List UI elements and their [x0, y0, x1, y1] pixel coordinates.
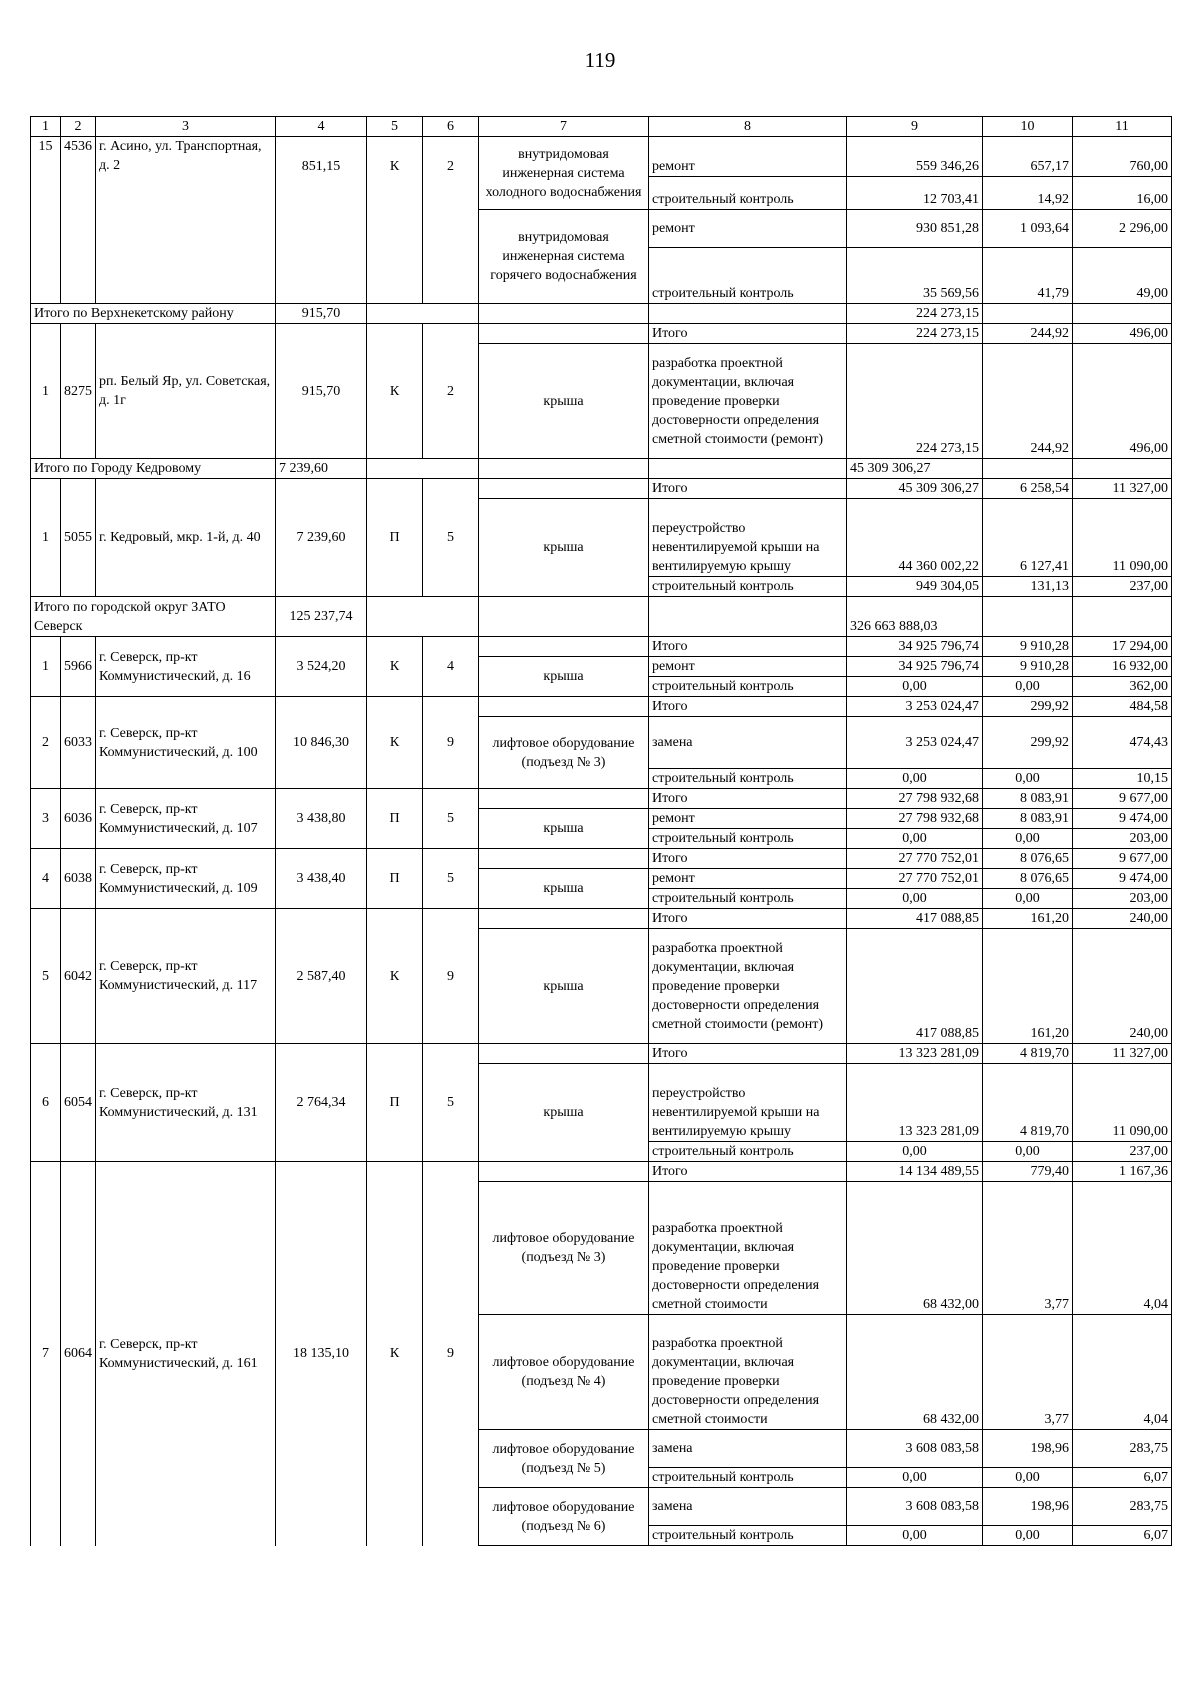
work-type: ремонт [649, 137, 847, 177]
district-total-area: 125 237,74 [276, 597, 367, 637]
district-total-label: Итого по Городу Кедровому [31, 459, 276, 479]
total-area: 915,70 [276, 324, 367, 459]
system-name: лифтовое оборудование (подъезд № 6) [479, 1488, 649, 1546]
cost-limit: 283,75 [1073, 1430, 1172, 1468]
specific-cost: 3,77 [983, 1182, 1073, 1315]
cost-value: 224 273,15 [847, 344, 983, 459]
itogo-cost-limit: 9 677,00 [1073, 849, 1172, 869]
work-type: ремонт [649, 210, 847, 248]
column-header: 1 [31, 117, 61, 137]
total-area: 3 524,20 [276, 637, 367, 697]
cost-limit: 203,00 [1073, 889, 1172, 909]
system-name: лифтовое оборудование (подъезд № 3) [479, 1182, 649, 1315]
specific-cost: 3,77 [983, 1315, 1073, 1430]
district-total-area: 915,70 [276, 304, 367, 324]
work-type: строительный контроль [649, 1142, 847, 1162]
empty-cell [1073, 304, 1172, 324]
cost-limit: 240,00 [1073, 929, 1172, 1044]
cost-value: 0,00 [847, 1142, 983, 1162]
cost-value: 417 088,85 [847, 929, 983, 1044]
house-code: 6038 [61, 849, 96, 909]
work-type: ремонт [649, 809, 847, 829]
total-area: 7 239,60 [276, 479, 367, 597]
itogo-cost-limit: 1 167,36 [1073, 1162, 1172, 1182]
itogo-specific-cost: 8 076,65 [983, 849, 1073, 869]
specific-cost: 0,00 [983, 829, 1073, 849]
work-type: разработка проектной документации, включая проведение проверки достоверности определения сметной стоимости (ремонт) [649, 344, 847, 459]
cost-value: 0,00 [847, 1468, 983, 1488]
itogo-specific-cost: 161,20 [983, 909, 1073, 929]
specific-cost: 657,17 [983, 137, 1073, 177]
wall-type: П [367, 849, 423, 909]
system-name: крыша [479, 869, 649, 909]
district-total-row [31, 597, 1172, 637]
floors: 2 [423, 137, 479, 304]
work-type: переустройство невентилируемой крыши на вентилируемую крышу [649, 499, 847, 577]
column-header: 9 [847, 117, 983, 137]
cost-limit: 2 296,00 [1073, 210, 1172, 248]
column-header: 7 [479, 117, 649, 137]
cost-limit: 4,04 [1073, 1182, 1172, 1315]
wall-type: К [367, 637, 423, 697]
itogo-cost-limit: 11 327,00 [1073, 1044, 1172, 1064]
row-number: 15 [31, 137, 61, 304]
row-number: 1 [31, 637, 61, 697]
cost-value: 0,00 [847, 1526, 983, 1546]
empty-cell [649, 304, 847, 324]
total-area: 18 135,10 [276, 1162, 367, 1546]
total-area: 2 764,34 [276, 1044, 367, 1162]
total-area: 10 846,30 [276, 697, 367, 789]
itogo-label: Итого [649, 697, 847, 717]
itogo-label: Итого [649, 479, 847, 499]
cost-value: 3 253 024,47 [847, 717, 983, 769]
wall-type: К [367, 137, 423, 304]
itogo-label: Итого [649, 1162, 847, 1182]
cost-limit: 6,07 [1073, 1468, 1172, 1488]
column-header: 10 [983, 117, 1073, 137]
row-number: 4 [31, 849, 61, 909]
system-name: крыша [479, 809, 649, 849]
address: г. Северск, пр-кт Коммунистический, д. 117 [96, 909, 276, 1044]
specific-cost: 14,92 [983, 177, 1073, 210]
table-row [31, 137, 1172, 177]
house-code: 4536 [61, 137, 96, 304]
empty-cell [479, 909, 649, 929]
specific-cost: 0,00 [983, 889, 1073, 909]
district-total-label: Итого по городской округ ЗАТО Северск [31, 597, 276, 637]
district-total-cost: 45 309 306,27 [847, 459, 983, 479]
work-type: строительный контроль [649, 177, 847, 210]
itogo-cost: 45 309 306,27 [847, 479, 983, 499]
empty-cell [649, 597, 847, 637]
total-area: 851,15 [276, 137, 367, 304]
work-type: замена [649, 1488, 847, 1526]
itogo-specific-cost: 9 910,28 [983, 637, 1073, 657]
table-row [31, 789, 1172, 809]
column-header: 5 [367, 117, 423, 137]
table-row [31, 1044, 1172, 1064]
address: г. Кедровый, мкр. 1-й, д. 40 [96, 479, 276, 597]
empty-cell [479, 637, 649, 657]
wall-type: П [367, 789, 423, 849]
capital-repair-table [30, 116, 1172, 1546]
itogo-cost: 3 253 024,47 [847, 697, 983, 717]
work-type: строительный контроль [649, 769, 847, 789]
specific-cost: 1 093,64 [983, 210, 1073, 248]
wall-type: П [367, 1044, 423, 1162]
work-type: строительный контроль [649, 577, 847, 597]
cost-limit: 760,00 [1073, 137, 1172, 177]
cost-value: 3 608 083,58 [847, 1488, 983, 1526]
floors: 9 [423, 697, 479, 789]
cost-limit: 6,07 [1073, 1526, 1172, 1546]
specific-cost: 0,00 [983, 769, 1073, 789]
itogo-cost: 34 925 796,74 [847, 637, 983, 657]
cost-value: 27 798 932,68 [847, 809, 983, 829]
cost-value: 34 925 796,74 [847, 657, 983, 677]
system-name: лифтовое оборудование (подъезд № 3) [479, 717, 649, 789]
floors: 9 [423, 1162, 479, 1546]
specific-cost: 8 076,65 [983, 869, 1073, 889]
house-code: 6036 [61, 789, 96, 849]
system-name: крыша [479, 499, 649, 597]
cost-value: 68 432,00 [847, 1315, 983, 1430]
total-area: 2 587,40 [276, 909, 367, 1044]
work-type: строительный контроль [649, 248, 847, 304]
system-name: лифтовое оборудование (подъезд № 4) [479, 1315, 649, 1430]
cost-limit: 11 090,00 [1073, 499, 1172, 577]
itogo-specific-cost: 6 258,54 [983, 479, 1073, 499]
empty-cell [479, 479, 649, 499]
empty-cell [479, 1044, 649, 1064]
floors: 5 [423, 789, 479, 849]
cost-limit: 9 474,00 [1073, 869, 1172, 889]
itogo-cost-limit: 11 327,00 [1073, 479, 1172, 499]
itogo-cost-limit: 484,58 [1073, 697, 1172, 717]
row-number: 1 [31, 324, 61, 459]
wall-type: К [367, 324, 423, 459]
itogo-label: Итого [649, 637, 847, 657]
work-type: разработка проектной документации, включая проведение проверки достоверности определения сметной стоимости [649, 1182, 847, 1315]
cost-limit: 474,43 [1073, 717, 1172, 769]
address: г. Северск, пр-кт Коммунистический, д. 161 [96, 1162, 276, 1546]
floors: 5 [423, 849, 479, 909]
empty-cell [1073, 459, 1172, 479]
empty-cell [479, 459, 649, 479]
empty-cell [367, 459, 479, 479]
district-total-cost: 224 273,15 [847, 304, 983, 324]
work-type: переустройство невентилируемой крыши на вентилируемую крышу [649, 1064, 847, 1142]
system-name: внутридомовая инженерная система горячего водоснабжения [479, 210, 649, 304]
row-number: 3 [31, 789, 61, 849]
cost-limit: 203,00 [1073, 829, 1172, 849]
work-type: замена [649, 1430, 847, 1468]
specific-cost: 244,92 [983, 344, 1073, 459]
system-name: внутридомовая инженерная система холодного водоснабжения [479, 137, 649, 210]
specific-cost: 6 127,41 [983, 499, 1073, 577]
empty-cell [479, 697, 649, 717]
work-type: ремонт [649, 869, 847, 889]
system-name: крыша [479, 344, 649, 459]
itogo-label: Итого [649, 789, 847, 809]
table-row [31, 479, 1172, 499]
row-number: 6 [31, 1044, 61, 1162]
column-header: 4 [276, 117, 367, 137]
district-total-cost: 326 663 888,03 [847, 597, 983, 637]
address: г. Северск, пр-кт Коммунистический, д. 107 [96, 789, 276, 849]
table-row [31, 324, 1172, 344]
empty-cell [983, 597, 1073, 637]
specific-cost: 198,96 [983, 1430, 1073, 1468]
column-header: 6 [423, 117, 479, 137]
work-type: строительный контроль [649, 829, 847, 849]
itogo-specific-cost: 299,92 [983, 697, 1073, 717]
empty-cell [1073, 597, 1172, 637]
work-type: ремонт [649, 657, 847, 677]
cost-value: 68 432,00 [847, 1182, 983, 1315]
specific-cost: 198,96 [983, 1488, 1073, 1526]
cost-limit: 362,00 [1073, 677, 1172, 697]
table-row [31, 909, 1172, 929]
itogo-cost-limit: 496,00 [1073, 324, 1172, 344]
cost-limit: 237,00 [1073, 577, 1172, 597]
cost-value: 0,00 [847, 677, 983, 697]
system-name: лифтовое оборудование (подъезд № 5) [479, 1430, 649, 1488]
cost-value: 27 770 752,01 [847, 869, 983, 889]
specific-cost: 299,92 [983, 717, 1073, 769]
specific-cost: 131,13 [983, 577, 1073, 597]
empty-cell [983, 304, 1073, 324]
system-name: крыша [479, 1064, 649, 1162]
work-type: разработка проектной документации, включая проведение проверки достоверности определения сметной стоимости (ремонт) [649, 929, 847, 1044]
address: г. Северск, пр-кт Коммунистический, д. 100 [96, 697, 276, 789]
wall-type: К [367, 909, 423, 1044]
column-header: 2 [61, 117, 96, 137]
house-code: 6033 [61, 697, 96, 789]
floors: 2 [423, 324, 479, 459]
system-name: крыша [479, 657, 649, 697]
page-number: 119 [584, 48, 616, 72]
district-total-label: Итого по Верхнекетскому району [31, 304, 276, 324]
cost-limit: 49,00 [1073, 248, 1172, 304]
itogo-specific-cost: 4 819,70 [983, 1044, 1073, 1064]
house-code: 6064 [61, 1162, 96, 1546]
total-area: 3 438,80 [276, 789, 367, 849]
itogo-specific-cost: 244,92 [983, 324, 1073, 344]
empty-cell [479, 849, 649, 869]
table-row [31, 697, 1172, 717]
specific-cost: 0,00 [983, 1526, 1073, 1546]
floors: 5 [423, 1044, 479, 1162]
itogo-cost: 27 798 932,68 [847, 789, 983, 809]
cost-value: 0,00 [847, 769, 983, 789]
district-total-area: 7 239,60 [276, 459, 367, 479]
itogo-label: Итого [649, 1044, 847, 1064]
wall-type: К [367, 1162, 423, 1546]
address: г. Северск, пр-кт Коммунистический, д. 131 [96, 1044, 276, 1162]
empty-cell [367, 597, 479, 637]
district-total-row [31, 459, 1172, 479]
floors: 4 [423, 637, 479, 697]
empty-cell [479, 324, 649, 344]
specific-cost: 0,00 [983, 677, 1073, 697]
work-type: строительный контроль [649, 677, 847, 697]
cost-limit: 11 090,00 [1073, 1064, 1172, 1142]
work-type: строительный контроль [649, 889, 847, 909]
empty-cell [479, 789, 649, 809]
house-code: 5055 [61, 479, 96, 597]
itogo-cost: 417 088,85 [847, 909, 983, 929]
specific-cost: 0,00 [983, 1468, 1073, 1488]
specific-cost: 41,79 [983, 248, 1073, 304]
row-number: 7 [31, 1162, 61, 1546]
cost-value: 930 851,28 [847, 210, 983, 248]
specific-cost: 9 910,28 [983, 657, 1073, 677]
house-code: 8275 [61, 324, 96, 459]
address: г. Асино, ул. Транспортная, д. 2 [96, 137, 276, 304]
cost-value: 0,00 [847, 889, 983, 909]
empty-cell [479, 597, 649, 637]
specific-cost: 8 083,91 [983, 809, 1073, 829]
work-type: строительный контроль [649, 1526, 847, 1546]
cost-value: 12 703,41 [847, 177, 983, 210]
cost-value: 559 346,26 [847, 137, 983, 177]
empty-cell [649, 459, 847, 479]
table-row [31, 637, 1172, 657]
itogo-cost: 224 273,15 [847, 324, 983, 344]
table-row [31, 849, 1172, 869]
empty-cell [367, 304, 479, 324]
floors: 5 [423, 479, 479, 597]
itogo-specific-cost: 8 083,91 [983, 789, 1073, 809]
itogo-cost-limit: 17 294,00 [1073, 637, 1172, 657]
cost-value: 0,00 [847, 829, 983, 849]
cost-value: 13 323 281,09 [847, 1064, 983, 1142]
column-header: 11 [1073, 117, 1172, 137]
column-number-row [31, 117, 1172, 137]
cost-limit: 16 932,00 [1073, 657, 1172, 677]
specific-cost: 0,00 [983, 1142, 1073, 1162]
row-number: 2 [31, 697, 61, 789]
cost-limit: 283,75 [1073, 1488, 1172, 1526]
itogo-label: Итого [649, 324, 847, 344]
cost-value: 35 569,56 [847, 248, 983, 304]
itogo-cost: 27 770 752,01 [847, 849, 983, 869]
empty-cell [479, 1162, 649, 1182]
table-row [31, 1162, 1172, 1182]
itogo-label: Итого [649, 849, 847, 869]
work-type: разработка проектной документации, включая проведение проверки достоверности определения сметной стоимости [649, 1315, 847, 1430]
cost-value: 44 360 002,22 [847, 499, 983, 577]
cost-limit: 237,00 [1073, 1142, 1172, 1162]
empty-cell [983, 459, 1073, 479]
itogo-label: Итого [649, 909, 847, 929]
total-area: 3 438,40 [276, 849, 367, 909]
cost-limit: 16,00 [1073, 177, 1172, 210]
house-code: 6042 [61, 909, 96, 1044]
specific-cost: 4 819,70 [983, 1064, 1073, 1142]
floors: 9 [423, 909, 479, 1044]
itogo-specific-cost: 779,40 [983, 1162, 1073, 1182]
wall-type: П [367, 479, 423, 597]
cost-value: 3 608 083,58 [847, 1430, 983, 1468]
itogo-cost: 13 323 281,09 [847, 1044, 983, 1064]
column-header: 8 [649, 117, 847, 137]
cost-limit: 9 474,00 [1073, 809, 1172, 829]
address: г. Северск, пр-кт Коммунистический, д. 16 [96, 637, 276, 697]
itogo-cost-limit: 9 677,00 [1073, 789, 1172, 809]
row-number: 1 [31, 479, 61, 597]
wall-type: К [367, 697, 423, 789]
house-code: 5966 [61, 637, 96, 697]
itogo-cost: 14 134 489,55 [847, 1162, 983, 1182]
cost-limit: 496,00 [1073, 344, 1172, 459]
work-type: замена [649, 717, 847, 769]
specific-cost: 161,20 [983, 929, 1073, 1044]
cost-value: 949 304,05 [847, 577, 983, 597]
itogo-cost-limit: 240,00 [1073, 909, 1172, 929]
empty-cell [479, 304, 649, 324]
house-code: 6054 [61, 1044, 96, 1162]
address: рп. Белый Яр, ул. Советская, д. 1г [96, 324, 276, 459]
work-type: строительный контроль [649, 1468, 847, 1488]
system-name: крыша [479, 929, 649, 1044]
address: г. Северск, пр-кт Коммунистический, д. 109 [96, 849, 276, 909]
column-header: 3 [96, 117, 276, 137]
cost-limit: 10,15 [1073, 769, 1172, 789]
cost-limit: 4,04 [1073, 1315, 1172, 1430]
district-total-row [31, 304, 1172, 324]
row-number: 5 [31, 909, 61, 1044]
